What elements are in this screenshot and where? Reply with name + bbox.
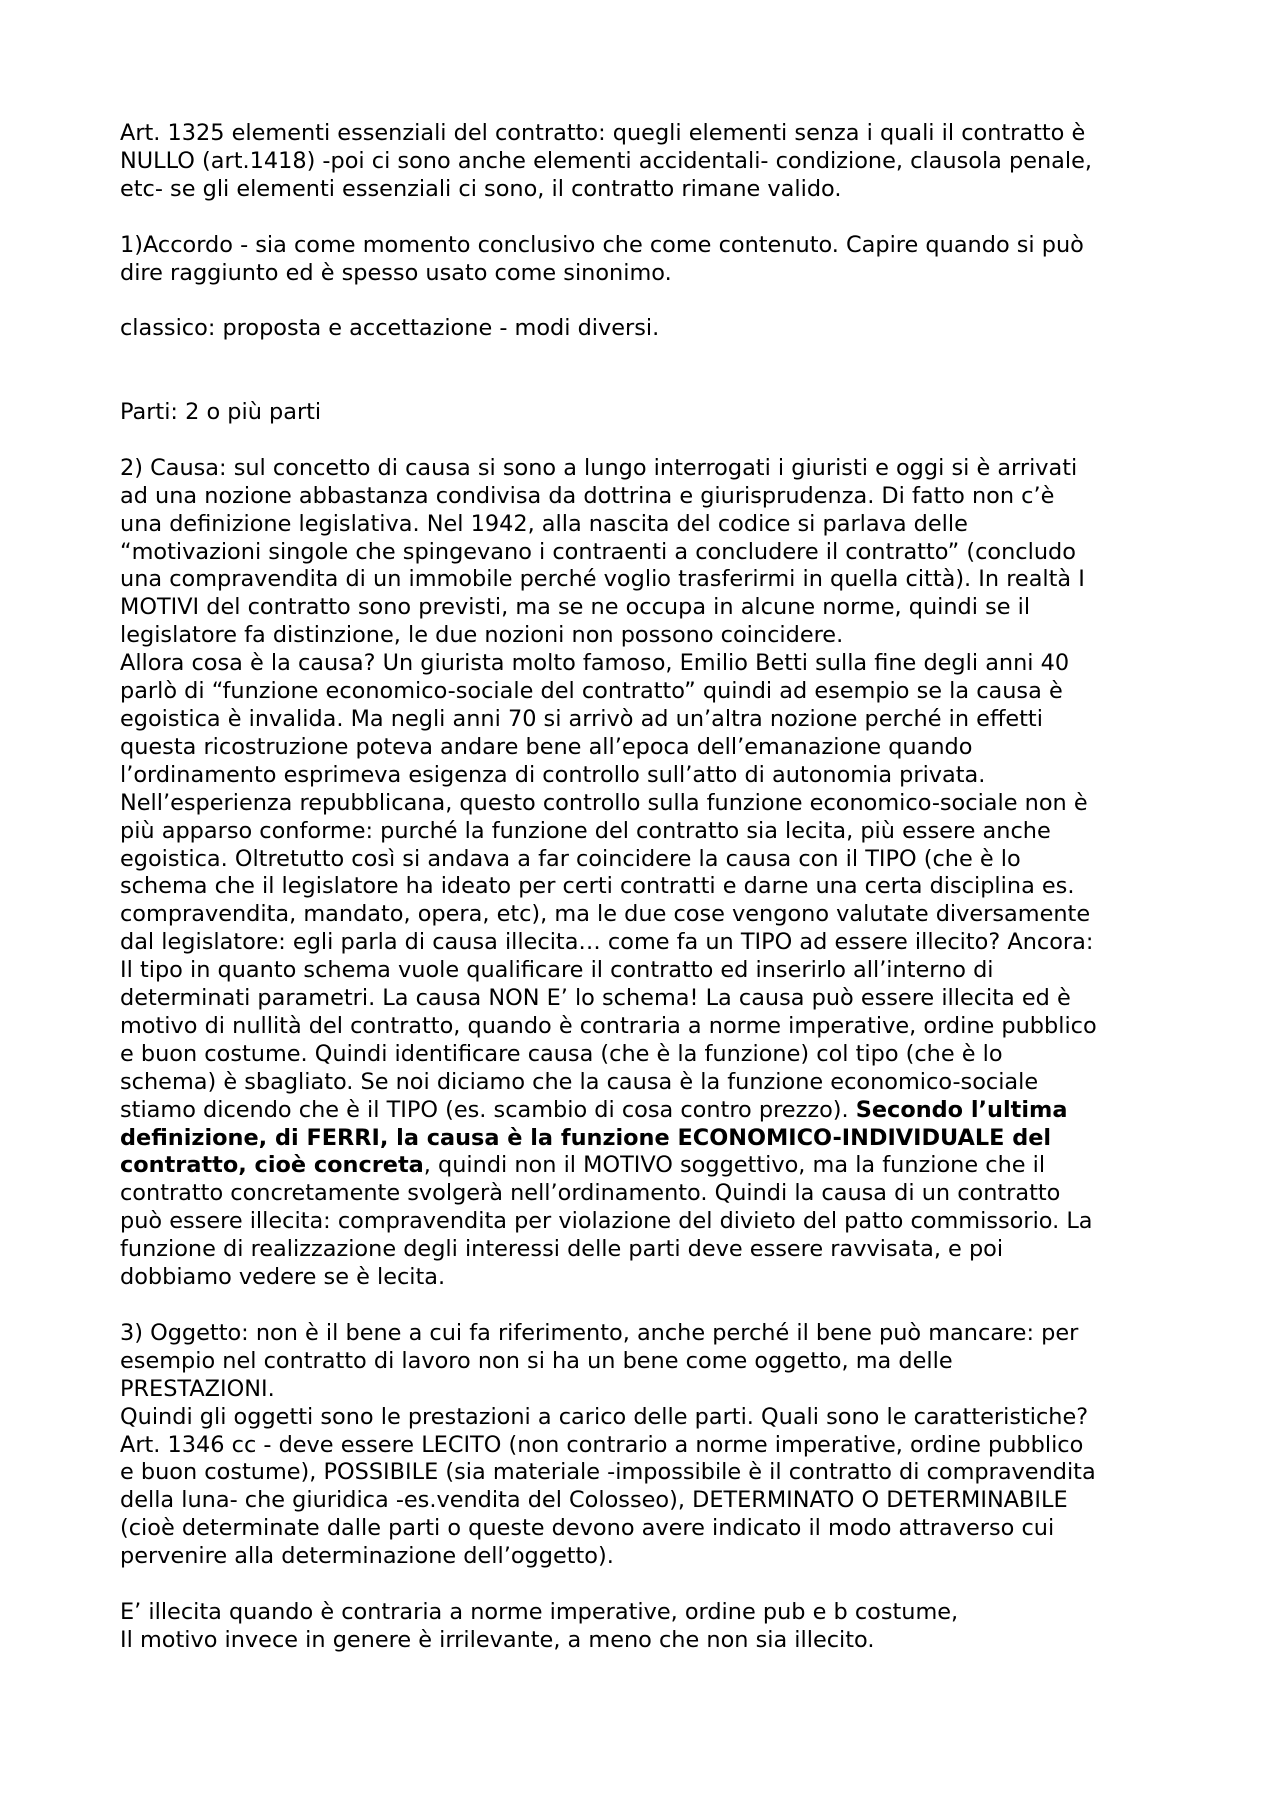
text-line: PRESTAZIONI. [120,1375,275,1402]
classico-paragraph [120,315,1170,343]
text-line: pervenire alla determinazione dell’oggetto). [120,1543,614,1570]
text-line: 3) Oggetto: non è il bene a cui fa riferimento, anche perché il bene può mancare: per [120,1319,1079,1346]
text-line: E’ illecita quando è contraria a norme imperative, ordine pub e b costume, [120,1598,959,1625]
text-line: Il tipo in quanto schema vuole qualificare il contratto ed inserirlo all’interno di [120,957,994,984]
paragraph-gap [120,1292,1170,1320]
text-line: funzione di realizzazione degli interessi delle parti deve essere ravvisata, e poi [120,1236,1004,1263]
text-line [120,1125,1170,1153]
text-line: Nell’esperienza repubblicana, questo controllo sulla funzione economico-sociale non è [120,789,1088,816]
text-line: esempio nel contratto di lavoro non si ha un bene come oggetto, ma delle [120,1347,953,1374]
text-line: Art. 1346 cc - deve essere LECITO (non contrario a norme imperative, ordine pubblico [120,1431,1084,1458]
paragraph-gap [120,1571,1170,1599]
paragraph-gap [120,427,1170,455]
text-line: “motivazioni singole che spingevano i contraenti a concludere il contratto” (concludo [120,538,1076,565]
text-line: determinati parametri. La causa NON E’ lo schema! La causa può essere illecita ed è [120,985,1071,1012]
text-line: etc- se gli elementi essenziali ci sono, il contratto rimane valido. [120,175,842,202]
text-line: Quindi gli oggetti sono le prestazioni a carico delle parti. Quali sono le caratteristiche? [120,1403,1089,1430]
text-line: parlò di “funzione economico-sociale del contratto” quindi ad esempio se la causa è [120,678,1063,705]
parti-paragraph [120,399,1170,427]
text-line: egoistica. Oltretutto così si andava a far coincidere la causa con il TIPO (che è lo [120,845,1021,872]
illecita-paragraph [120,1599,1170,1655]
document-page [120,120,1170,1655]
paragraph-gap [120,343,1170,399]
text-line: della luna- che giuridica -es.vendita del Colosseo), DETERMINATO O DETERMINABILE [120,1487,1068,1514]
text-line: NULLO (art.1418) -poi ci sono anche elementi accidentali- condizione, clausola penale, [120,147,1093,174]
causa-paragraph [120,455,1170,1292]
text-line: una compravendita di un immobile perché voglio trasferirmi in quella città). In realtà I [120,566,1085,593]
text-line: classico: proposta e accettazione - modi diversi. [120,315,660,342]
text-line: schema che il legislatore ha ideato per certi contratti e darne una certa disciplina es. [120,873,1075,900]
text-line: Allora cosa è la causa? Un giurista molto famoso, Emilio Betti sulla fine degli anni 40 [120,650,1070,677]
text-line: 1)Accordo - sia come momento conclusivo che come contenuto. Capire quando si può [120,231,1084,258]
text-line: e buon costume), POSSIBILE (sia materiale -impossibile è il contratto di compravendita [120,1459,1096,1486]
text-line [120,1097,1170,1125]
text-run: stiamo dicendo che è il TIPO (es. scambio di cosa contro prezzo). [120,1096,856,1123]
text-line: una definizione legislativa. Nel 1942, alla nascita del codice si parlava delle [120,510,968,537]
text-line: MOTIVI del contratto sono previsti, ma se ne occupa in alcune norme, quindi se il [120,594,1031,621]
text-line: egoistica è invalida. Ma negli anni 70 si arrivò ad un’altra nozione perché in effetti [120,705,1043,732]
text-line: più apparso conforme: purché la funzione del contratto sia lecita, più essere anche [120,817,1051,844]
text-line: può essere illecita: compravendita per violazione del divieto del patto commissorio. La [120,1208,1093,1235]
text-line: dire raggiunto ed è spesso usato come sinonimo. [120,259,672,286]
text-line: 2) Causa: sul concetto di causa si sono a lungo interrogati i giuristi e oggi si è arrivati [120,454,1078,481]
text-line: Art. 1325 elementi essenziali del contratto: quegli elementi senza i quali il contratto è [120,120,1086,146]
oggetto-paragraph [120,1320,1170,1571]
bold-text-run: Secondo l’ultima [855,1096,1068,1123]
text-line: legislatore fa distinzione, le due nozioni non possono coincidere. [120,622,844,649]
bold-text-run: contratto, cioè concreta [120,1152,424,1179]
text-line: motivo di nullità del contratto, quando è contraria a norme imperative, ordine pubblico [120,1012,1097,1039]
text-line: Il motivo invece in genere è irrilevante, a meno che non sia illecito. [120,1626,875,1653]
text-line: Parti: 2 o più parti [120,399,322,426]
text-line: dobbiamo vedere se è lecita. [120,1264,446,1291]
intro-paragraph [120,120,1170,204]
text-line: l’ordinamento esprimeva esigenza di controllo sull’atto di autonomia privata. [120,761,986,788]
text-line: dal legislatore: egli parla di causa illecita… come fa un TIPO ad essere illecito? Ancora: [120,929,1094,956]
text-line [120,1152,1170,1180]
text-line: compravendita, mandato, opera, etc), ma le due cose vengono valutate diversamente [120,901,1091,928]
text-line: e buon costume. Quindi identificare causa (che è la funzione) col tipo (che è lo [120,1040,1003,1067]
text-line: contratto concretamente svolgerà nell’ordinamento. Quindi la causa di un contratto [120,1180,1061,1207]
text-run: , quindi non il MOTIVO soggettivo, ma la funzione che il [423,1152,1046,1179]
text-line: (cioè determinate dalle parti o queste devono avere indicato il modo attraverso cui [120,1515,1055,1542]
text-line: ad una nozione abbastanza condivisa da dottrina e giurisprudenza. Di fatto non c’è [120,482,1055,509]
paragraph-gap [120,287,1170,315]
text-line: schema) è sbagliato. Se noi diciamo che la causa è la funzione economico-sociale [120,1068,1039,1095]
text-line: questa ricostruzione poteva andare bene all’epoca dell’emanazione quando [120,733,973,760]
paragraph-gap [120,204,1170,232]
bold-text-run: definizione, di FERRI, la causa è la funzione ECONOMICO-INDIVIDUALE del [120,1124,1052,1151]
accordo-paragraph [120,232,1170,288]
